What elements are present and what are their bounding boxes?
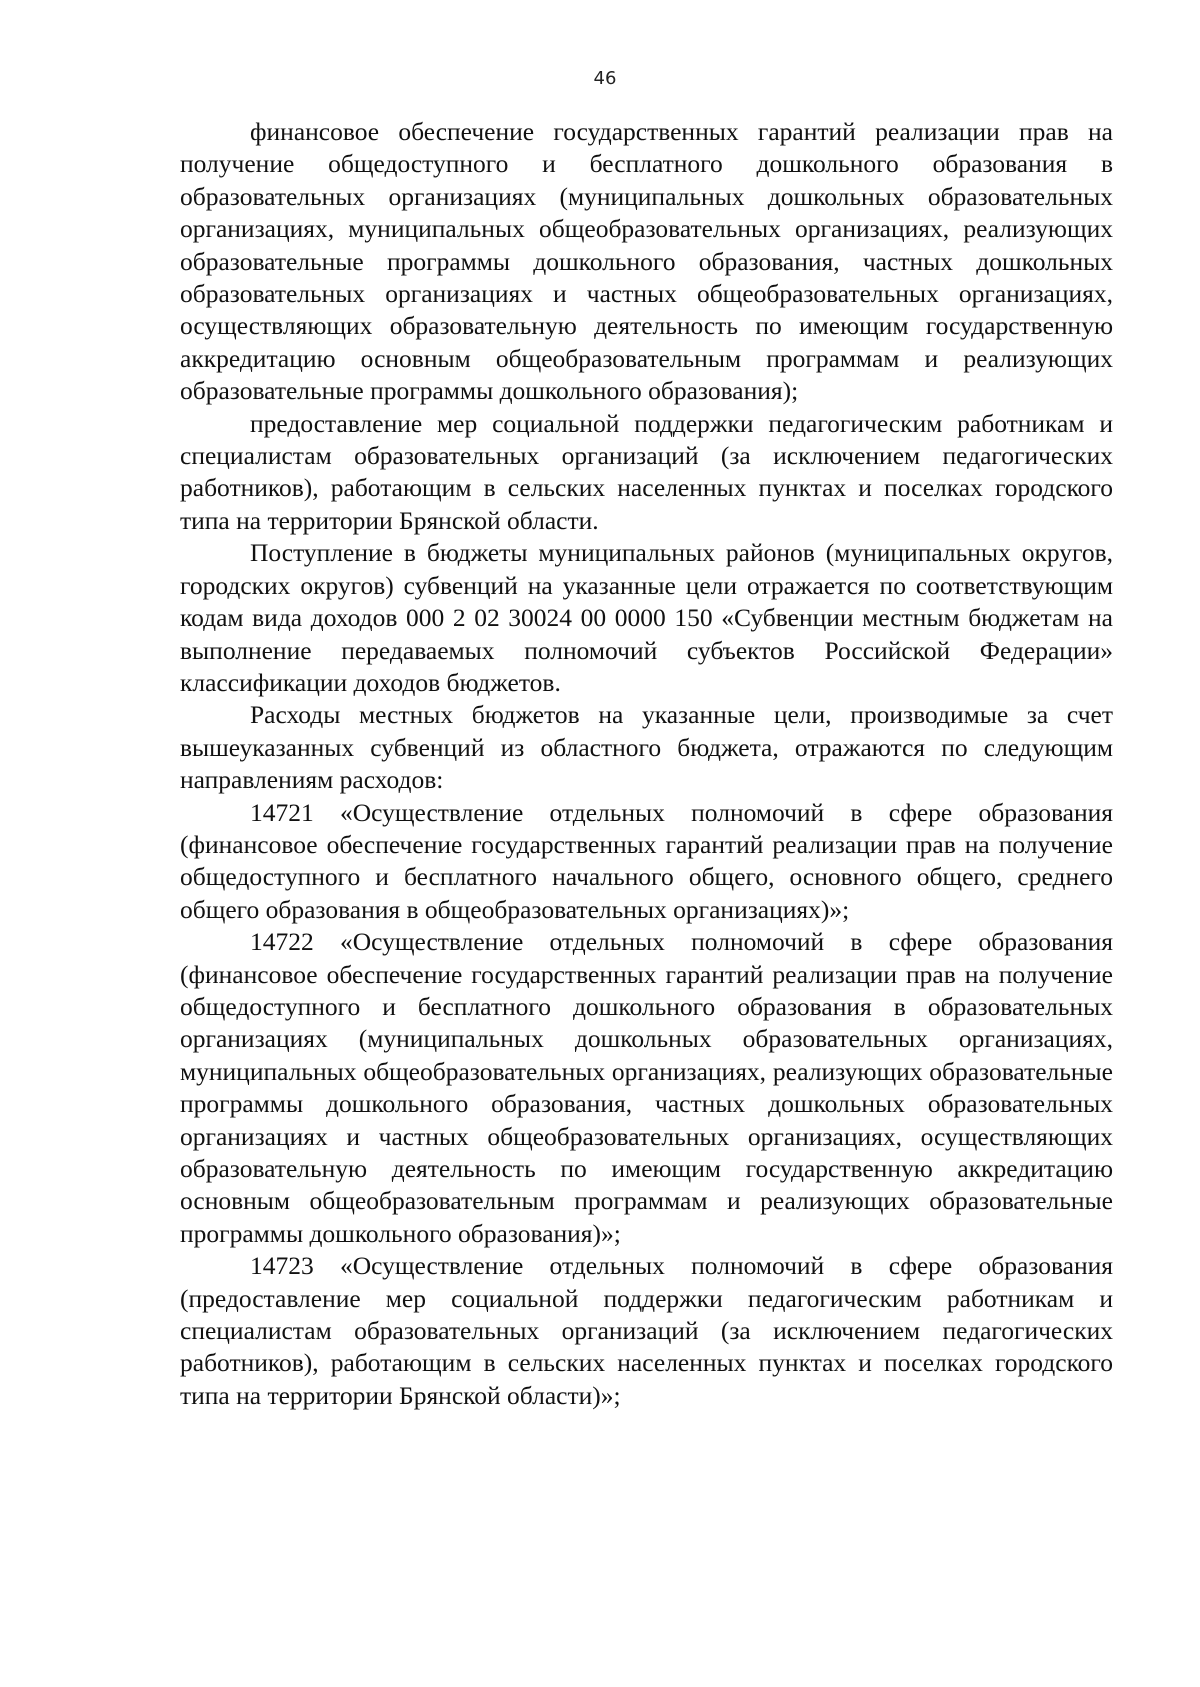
document-body: [180, 116, 1113, 1412]
paragraph-education-guarantees-continuation: финансовое обеспечение государственных гарантий реализации прав на получение общедоступного и бесплатного дошкольного образования в образовательных организациях (муниципальных дошкольных образовательных организациях, муниципальных общеобразовательных организациях, реализующих образовательные программы дошкольного образования, частных дошкольных образовательных организациях и частных общеобразовательных организациях, осуществляющих образовательную деятельность по имеющим государственную аккредитацию основным общеобразовательным программам и реализующих образовательные программы дошкольного образования);: [180, 117, 1113, 406]
paragraph-code-14722: 14722 «Осуществление отдельных полномочий в сфере образования (финансовое обеспечение государственных гарантий реализации прав на получение общедоступного и бесплатного дошкольного образования в образовательных организациях (муниципальных дошкольных образовательных организациях, муниципальных общеобразовательных организациях, реализующих образовательные программы дошкольного образования, частных дошкольных образовательных организациях и частных общеобразовательных организациях, осуществляющих образовательную деятельность по имеющим государственную аккредитацию основным общеобразовательным программам и реализующих образовательные программы дошкольного образования)»;: [180, 927, 1113, 1248]
paragraph-code-14721: 14721 «Осуществление отдельных полномочий в сфере образования (финансовое обеспечение государственных гарантий реализации прав на получение общедоступного и бесплатного начального общего, основного общего, среднего общего образования в общеобразовательных организациях)»;: [180, 797, 1113, 924]
paragraph-local-expenditures: Расходы местных бюджетов на указанные цели, производимые за счет вышеуказанных субвенций из областного бюджета, отражаются по следующим направлениям расходов:: [180, 700, 1113, 795]
paragraph-social-support: предоставление мер социальной поддержки педагогическим работникам и специалистам образовательных организаций (за исключением педагогических работников), работающим в сельских населенных пунктах и поселках городского типа на территории Брянской области.: [180, 408, 1113, 535]
paragraph-subvention-revenue: Поступление в бюджеты муниципальных районов (муниципальных округов, городских округов) субвенций на указанные цели отражается по соответствующим кодам вида доходов 000 2 02 30024 00 0000 150 «Субвенции местным бюджетам на выполнение передаваемых полномочий субъектов Российской Федерации» классификации доходов бюджетов.: [180, 538, 1113, 697]
page-number: 46: [593, 68, 617, 89]
paragraph-code-14723: 14723 «Осуществление отдельных полномочий в сфере образования (предоставление мер социальной поддержки педагогическим работникам и специалистам образовательных организаций (за исключением педагогических работников), работающим в сельских населенных пунктах и поселках городского типа на территории Брянской области)»;: [180, 1251, 1113, 1410]
